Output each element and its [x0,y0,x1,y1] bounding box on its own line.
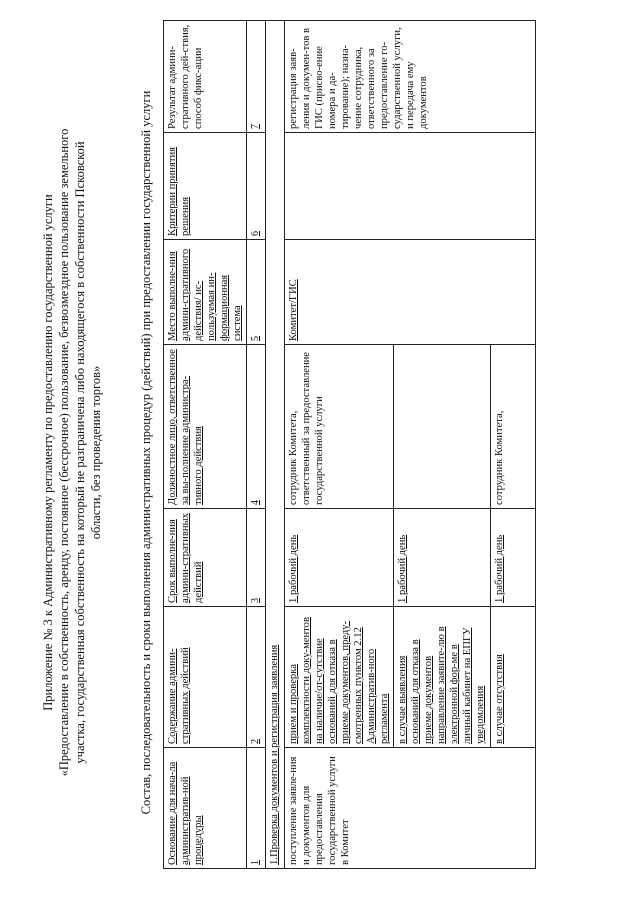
col-number-6: 6 [247,133,266,240]
section-row [266,21,285,869]
cell-content: прием и проверка комплектности доку-ментов на наличие/от-сутствие оснований для отказа в приеме документов, преду-смотренных пунктом 2.12 Административ-ного регламента [285,607,394,748]
col-header-term: Срок выполне-ния админи-стративных действий [164,509,247,607]
col-number-1: 1 [247,748,266,869]
cell-term: 1 рабочий день [285,509,394,607]
cell-basis: поступление заявле-ния и документов для предоставления государственной услуги в Комитет [285,748,536,869]
col-number-2: 2 [247,607,266,748]
cell-content: в случае выявления оснований для отказа в приеме документов направление заявите-лю в электронной фор-ме в личный кабинет на ЕПГУ уведомления [394,607,491,748]
col-number-4: 4 [247,345,266,509]
header-line-4: области, без проведения торгов» [89,365,103,540]
col-number-5: 5 [247,240,266,345]
document-header [40,0,104,905]
header-line-3: участка, государственная собственность на который не разграничена либо находящегося в собственности Псковской [73,141,87,764]
header-line-2: «Предоставление в собственность, аренду, постоянное (бессрочное) пользование, безвозмездное пользование земельного [57,128,71,777]
cell-official [285,345,394,509]
table-row [285,21,394,869]
table-subtitle: Состав, последовательность и сроки выполнения административных процедур (действий) при предоставлении государственной услуги [139,90,153,815]
header-row [164,21,247,869]
cell-criteria [285,133,536,240]
col-header-place: Место выполне-ния админи-стративного действия/ ис-пользуемая ин-формационная система [164,240,247,345]
col-header-official: Должностное лицо, ответственное за вы-полнение администра-тивного действия [164,345,247,509]
section-title: 1.Проверка документов и регистрация заявления [266,21,285,869]
col-header-content: Содержание админи-стративных действий [164,607,247,748]
header-line-1: Приложение № 3 к Административному регламенту по предоставлению государственной услуги [41,194,55,711]
col-header-criteria: Критерии принятия решения [164,133,247,240]
col-header-result: Результат админи-стративного дей-ствия, способ фикс-ации [164,21,247,133]
column-number-row [247,21,266,869]
procedures-table [163,20,536,869]
cell-official [394,345,491,509]
cell-place: Комитет/ГИС [285,240,536,345]
col-header-basis: Основание для нача-ла административ-ной процедуры [164,748,247,869]
cell-official-text: сотрудник Комитета, ответственный за предоставление государственной услуги [288,351,325,505]
cell-content: в случае отсутствия [491,607,536,748]
cell-term: 1 рабочий день [394,509,491,607]
col-number-3: 3 [247,509,266,607]
cell-official: сотрудник Комитета, [491,345,536,509]
col-number-7: 7 [247,21,266,133]
cell-result: регистрация заяв-ления и докумен-тов в ГИС (присво-ение номера и да-тирование); назна-чение сотрудника, ответственного за предоставление го-сударственной услуги, и передача ему документов [285,21,536,133]
cell-term: 1 рабочий день [491,509,536,607]
